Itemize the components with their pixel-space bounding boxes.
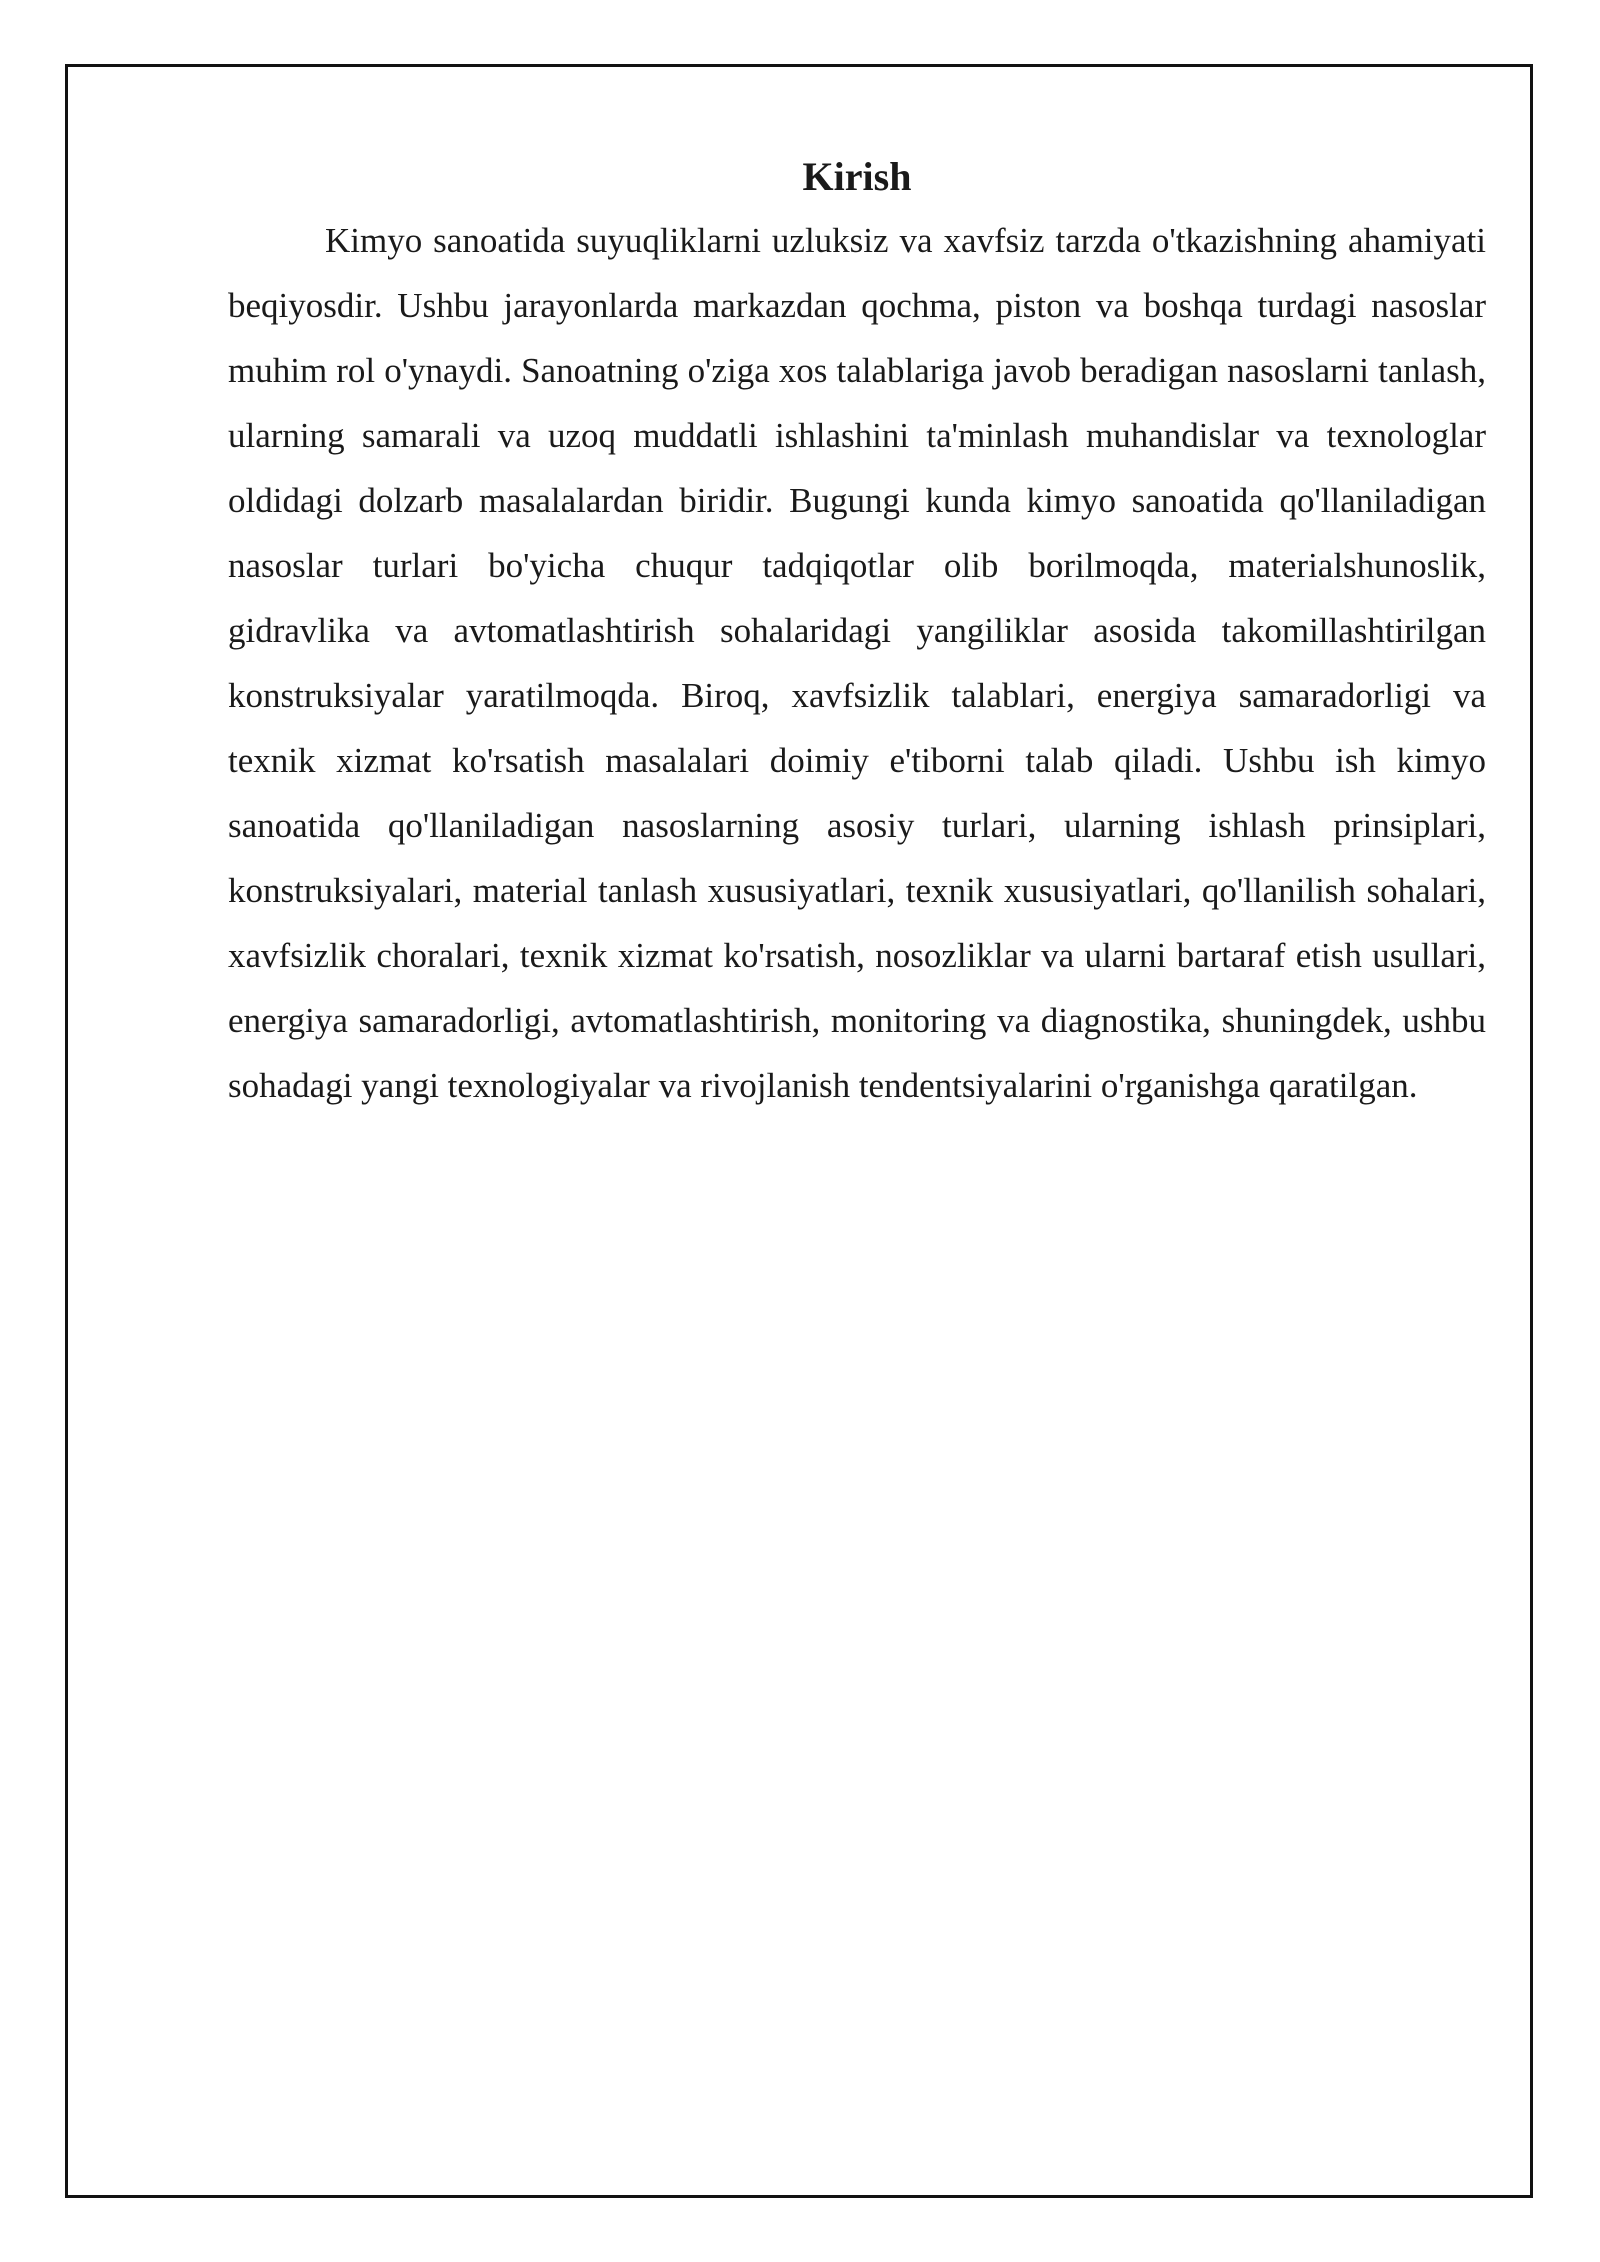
intro-paragraph: Kimyo sanoatida suyuqliklarni uzluksiz va xavfsiz tarzda o'tkazishning ahamiyati beqiyosdir. Ushbu jarayonlarda markazdan qochma, piston va boshqa turdagi nasoslar muhim rol o'ynaydi. Sanoatning o'ziga xos talablariga javob beradigan nasoslarni tanlash, ularning samarali va uzoq muddatli ishlashini ta'minlash muhandislar va texnologlar oldidagi dolzarb masalalardan biridir. Bugungi kunda kimyo sanoatida qo'llaniladigan nasoslar turlari bo'yicha chuqur tadqiqotlar olib borilmoqda, materialshunoslik, gidravlika va avtomatlashtirish sohalaridagi yangiliklar asosida takomillashtirilgan konstruksiyalar yaratilmoqda. Biroq, xavfsizlik talablari, energiya samaradorligi va texnik xizmat ko'rsatish masalalari doimiy e'tiborni talab qiladi. Ushbu ish kimyo sanoatida qo'llaniladigan nasoslarning asosiy turlari, ularning ishlash prinsiplari, konstruksiyalari, material tanlash xususiyatlari, texnik xususiyatlari, qo'llanilish sohalari, xavfsizlik choralari, texnik xizmat ko'rsatish, nosozliklar va ularni bartaraf etish usullari, energiya samaradorligi, avtomatlashtirish, monitoring va diagnostika, shuningdek, ushbu sohadagi yangi texnologiyalar va rivojlanish tendentsiyalarini o'rganishga qaratilgan. (228, 221, 1486, 1105)
document-body (228, 150, 1486, 1118)
section-title: Kirish (802, 154, 912, 199)
